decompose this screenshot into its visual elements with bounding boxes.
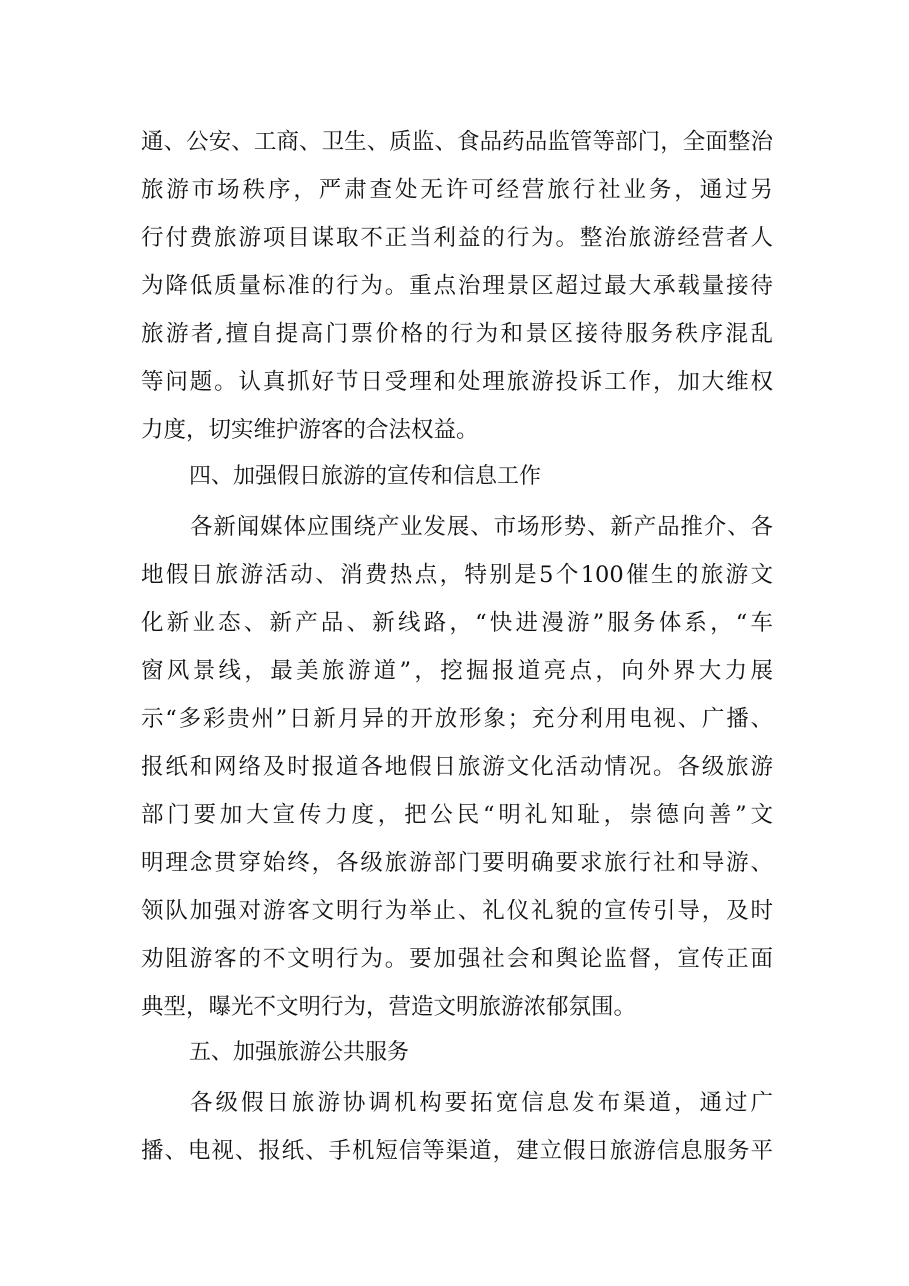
text-line: 通、公安、工商、卫生、质监、食品药品监管等部门，全面整治: [141, 129, 773, 155]
section-heading-five: 五、加强旅游公共服务: [189, 1040, 410, 1065]
section-heading-four: 四、加强假日旅游的宣传和信息工作: [189, 464, 542, 489]
text-line: 地假日旅游活动、消费热点，特别是5个100催生的旅游文: [141, 562, 773, 588]
text-line: 窗风景线，最美旅游道”，挖掘报道亮点，向外界大力展: [141, 658, 773, 684]
text-line: 旅游市场秩序，严肃查处无许可经营旅行社业务，通过另: [141, 177, 773, 203]
text-line: 明理念贯穿始终，各级旅游部门要明确要求旅行社和导游、: [141, 850, 773, 876]
text-line: 化新业态、新产品、新线路，“快进漫游”服务体系，“车: [141, 610, 773, 636]
text-line: 各新闻媒体应围绕产业发展、市场形势、新产品推介、各: [190, 514, 773, 540]
text-line: 力度，切实维护游客的合法权益。: [141, 417, 479, 443]
text-line: 行付费旅游项目谋取不正当利益的行为。整治旅游经营者人: [141, 225, 773, 251]
text-line: 部门要加大宣传力度，把公民“明礼知耻，崇德向善”文: [141, 802, 773, 828]
text-line: 领队加强对游客文明行为举止、礼仪礼貌的宣传引导，及时: [141, 898, 773, 924]
text-line: 播、电视、报纸、手机短信等渠道，建立假日旅游信息服务平: [141, 1138, 773, 1164]
text-line: 报纸和网络及时报道各地假日旅游文化活动情况。各级旅游: [141, 754, 773, 780]
text-line: 典型，曝光不文明行为，营造文明旅游浓郁氛围。: [141, 994, 637, 1020]
text-line: 示“多彩贵州”日新月异的开放形象；充分利用电视、广播、: [141, 706, 773, 732]
text-line: 为降低质量标准的行为。重点治理景区超过最大承载量接待: [141, 273, 773, 299]
text-line: 等问题。认真抓好节日受理和处理旅游投诉工作，加大维权: [141, 369, 773, 395]
text-line: 劝阻游客的不文明行为。要加强社会和舆论监督，宣传正面: [141, 946, 773, 972]
text-line: 旅游者,擅自提高门票价格的行为和景区接待服务秩序混乱: [141, 321, 773, 347]
text-line: 各级假日旅游协调机构要拓宽信息发布渠道，通过广: [190, 1090, 773, 1116]
